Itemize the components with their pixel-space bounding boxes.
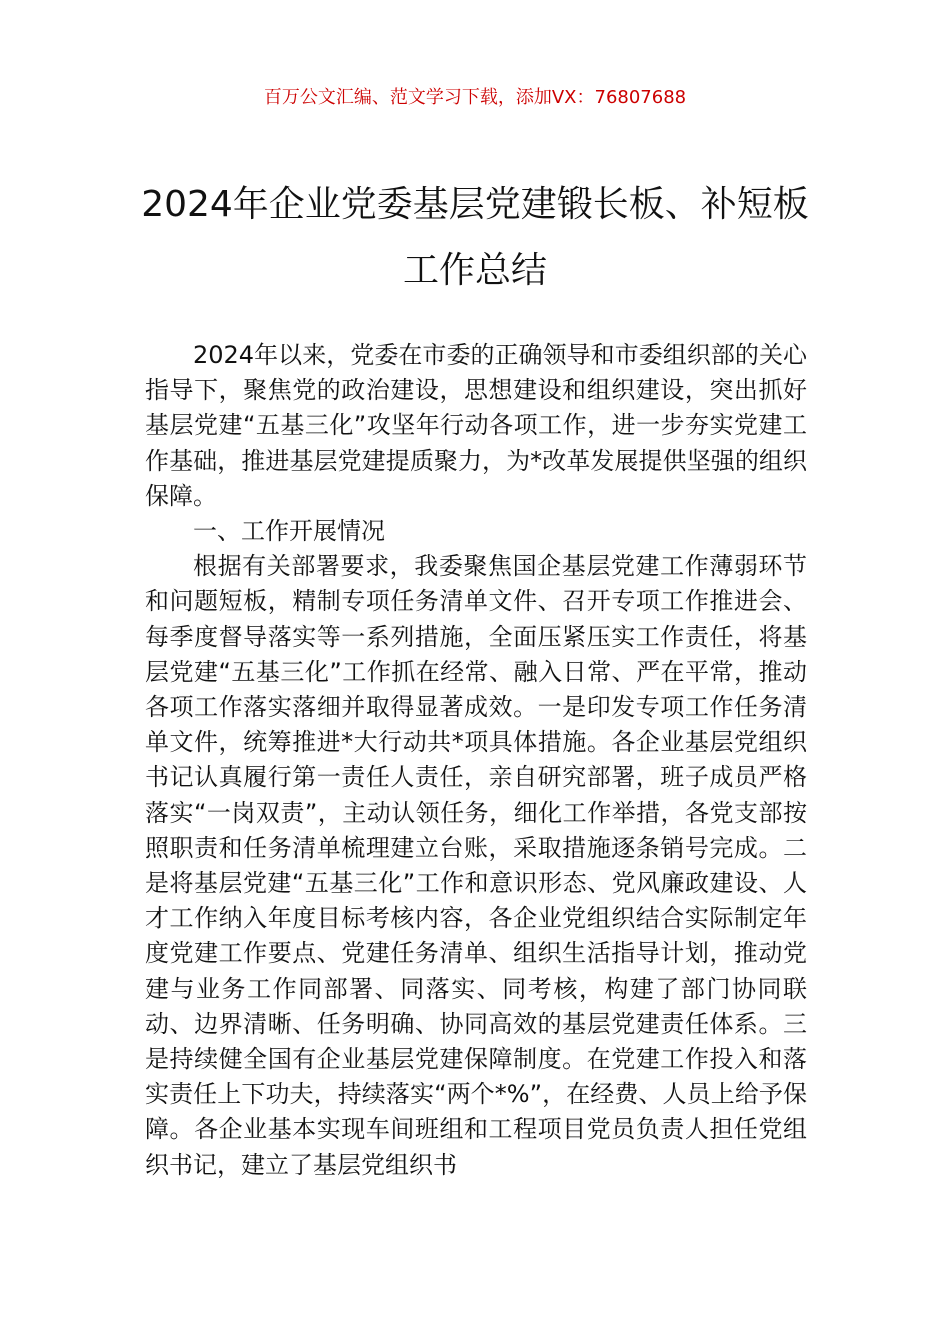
document-title-line-2: 工作总结	[402, 250, 547, 291]
body-paragraph: 根据有关部署要求，我委聚焦国企基层党建工作薄弱环节和问题短板，精制专项任务清单文件、召开专项工作推进会、每季度督导落实等一系列措施，全面压紧压实工作责任，将基层党建“五基三化”工作抓在经常、融入日常、严在平常，推动各项工作落实落细并取得显著成效。一是印发专项工作任务清单文件，统筹推进*大行动共*项具体措施。各企业基层党组织书记认真履行第一责任人责任，亲自研究部署，班子成员严格落实“一岗双责”，主动认领任务，细化工作举措，各党支部按照职责和任务清单梳理建立台账，采取措施逐条销号完成。二是将基层党建“五基三化”工作和意识形态、党风廉政建设、人才工作纳入年度目标考核内容，各企业党组织结合实际制定年度党建工作要点、党建任务清单、组织生活指导计划，推动党建与业务工作同部署、同落实、同考核，构建了部门协同联动、边界清晰、任务明确、协同高效的基层党建责任体系。三是持续健全国有企业基层党建保障制度。在党建工作投入和落实责任上下功夫，持续落实“两个*%”，在经费、人员上给予保障。各企业基本实现车间班组和工程项目党员负责人担任党组织书记，建立了基层党组织书	[145, 552, 807, 1179]
intro-paragraph: 2024年以来，党委在市委的正确领导和市委组织部的关心指导下，聚焦党的政治建设，思想建设和组织建设，突出抓好基层党建“五基三化”攻坚年行动各项工作，进一步夯实党建工作基础，推进基层党建提质聚力，为*改革发展提供坚强的组织保障。	[145, 341, 807, 510]
document-body	[145, 338, 807, 1183]
section-heading: 一、工作开展情况	[193, 517, 385, 546]
document-title	[120, 172, 830, 304]
header-note: 百万公文汇编、范文学习下载，添加VX：76807688	[263, 87, 687, 108]
document-title-line-1: 2024年企业党委基层党建锻长板、补短板	[141, 184, 809, 225]
